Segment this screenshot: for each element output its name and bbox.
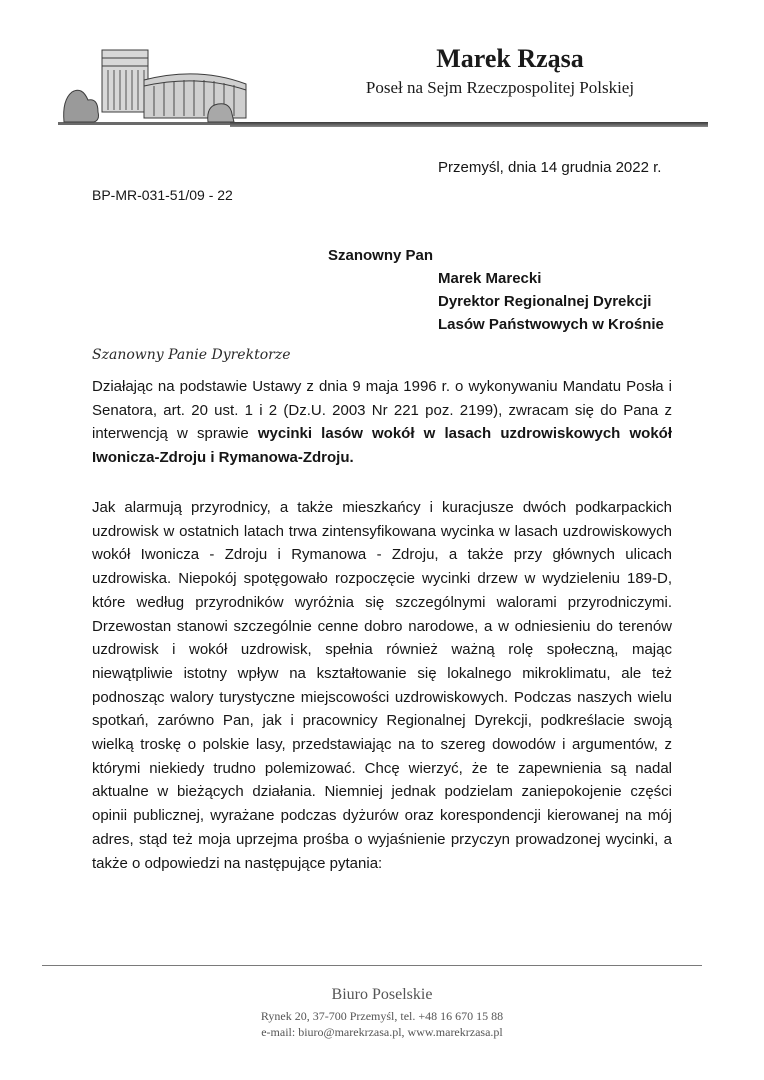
addressee-salutation: Szanowny Pan <box>328 247 434 264</box>
addressee-institution: Lasów Państwowych w Krośnie <box>438 316 664 333</box>
addressee-name: Marek Marecki <box>438 270 542 287</box>
sejm-building-icon <box>58 40 254 132</box>
footer-contact: e-mail: biuro@marekrzasa.pl, www.marekrzasa.pl <box>261 1025 503 1039</box>
footer-divider <box>42 965 702 966</box>
footer-address: Rynek 20, 37-700 Przemyśl, tel. +48 16 670 15 88 <box>260 1009 504 1023</box>
letterhead-name: Marek Rząsa <box>436 44 584 73</box>
footer-title: Biuro Poselskie <box>331 986 433 1003</box>
body-paragraph-2: Jak alarmują przyrodnicy, a także mieszkańcy i kuracjusze dwóch podkarpackich uzdrowisk w ostatnich latach trwa zintensyfikowana wycinka w lasach uzdrowiskowych wokół Iwonicza - Zdroju i Rymanowa - Zdroju, a także przy głównych ulicach uzdrowiska. Niepokój spotęgowało rozpoczęcie wycinki drzew w wydzieleniu 189-D, które według przyrodników wyróżnia się szczególnymi walorami przyrodniczymi. Drzewostan stanowi szczególnie cenne dobro narodowe, a w odniesieniu do terenów uzdrowisk i wokół uzdrowisk, spełnia również ważną rolę społeczną, mając niewątpliwie istotny wpływ na kształtowanie się lokalnego mikroklimatu, ale też podnosząc walory turystyczne miejscowości uzdrowiskowych. Podczas naszych wielu spotkań, zarówno Pan, jak i pracownicy Regionalnej Dyrekcji, podkreślacie swoją wielką troskę o polskie lasy, przedstawiając na to szereg dowodów i argumentów, z którymi niekiedy trudno polemizować. Chcę wierzyć, że te zapewnienia są nadal aktualne w bieżących działania. Niemniej jednak podzielam zaniepokojenie części opinii publicznej, wyrażane podczas dyżurów oraz korespondencji kierowanej na mój adres, stąd też moja uprzejma prośba o wyjaśnienie przyczyn prowadzonej wycinki, a także o odpowiedzi na następujące pytania: <box>92 499 672 872</box>
reference-number: BP-MR-031-51/09 - 22 <box>92 187 233 203</box>
body-paragraph-1 <box>92 375 672 470</box>
greeting: Szanowny Panie Dyrektorze <box>92 347 291 363</box>
body-paragraph-1-subject: wycinki lasów wokół w lasach uzdrowiskowych wokół Iwonicza-Zdroju i Rymanowa-Zdroju. <box>92 425 672 467</box>
letterhead-role: Poseł na Sejm Rzeczpospolitej Polskiej <box>365 78 635 97</box>
addressee-title: Dyrektor Regionalnej Dyrekcji <box>438 293 652 310</box>
letterhead-divider <box>230 122 708 127</box>
place-date: Przemyśl, dnia 14 grudnia 2022 r. <box>438 159 662 176</box>
body-paragraph-1-text: Działając na podstawie Ustawy z dnia 9 maja 1996 r. o wykonywaniu Mandatu Posła i Senatora, art. 20 ust. 1 i 2 (Dz.U. 2003 Nr 221 poz. 2199), zwracam się do Pana z interwencją w sprawie <box>92 378 672 443</box>
